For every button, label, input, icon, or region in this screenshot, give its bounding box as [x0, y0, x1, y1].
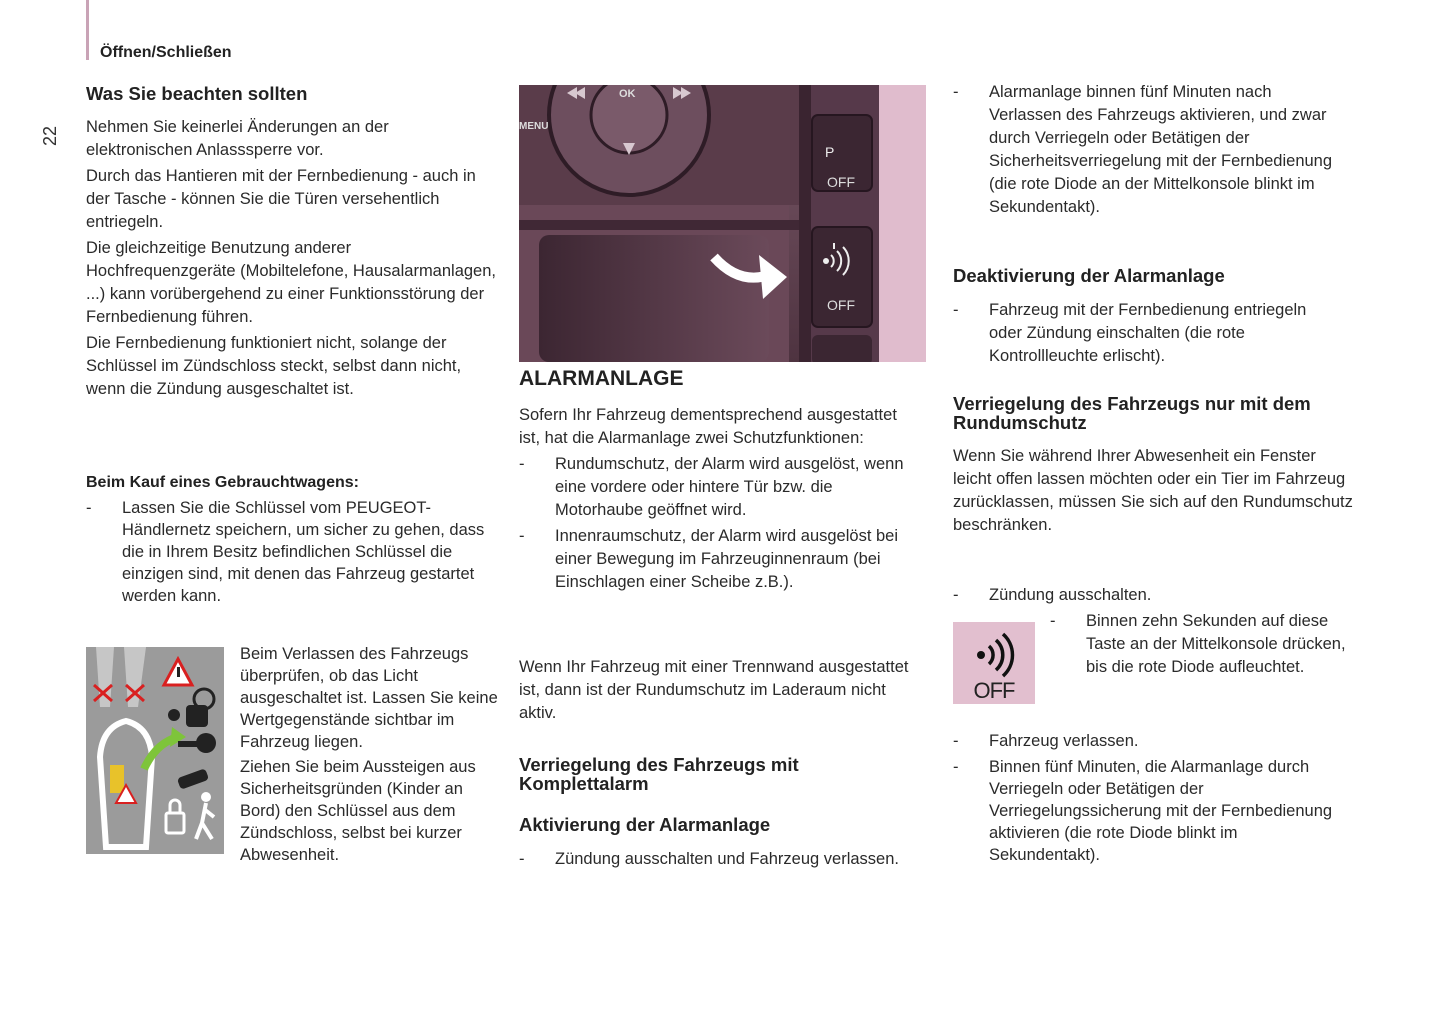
alarm-title-wrap: [519, 367, 683, 391]
deactivation-heading: Deaktivierung der Alarmanlage: [953, 265, 1225, 286]
alarm-off-label: OFF: [827, 297, 855, 313]
deactivation-heading-wrap: [953, 266, 1353, 286]
used-car-heading: Beim Kauf eines Gebrauchtwagens:: [86, 474, 359, 491]
steps-list-1: [953, 584, 1343, 607]
col1-heading-wrap: [86, 84, 491, 104]
svg-text:P: P: [825, 144, 835, 160]
col1-paragraphs: [86, 116, 496, 401]
activation-list: [519, 848, 929, 871]
ok-button-label: OK: [619, 88, 636, 100]
list-item: - Zündung ausschalten und Fahrzeug verlassen.: [519, 848, 929, 871]
list-item: - Zündung ausschalten.: [953, 584, 1343, 607]
paragraph: Die gleichzeitige Benutzung anderer Hochfrequenzgeräte (Mobiltelefone, Hausalarmanlagen, ...) kann vorübergehend zu einer Funktionsstörung der Fernbedienung führen.: [86, 239, 496, 326]
menu-button-label: MENU: [519, 121, 549, 132]
section-title: Öffnen/Schließen: [100, 44, 232, 61]
list-item: - Fahrzeug mit der Fernbedienung entriegeln oder Zündung einschalten (die rote Kontrollleuchte erlischt).: [953, 299, 1343, 368]
paragraph: Sofern Ihr Fahrzeug dementsprechend ausgestattet ist, hat die Alarmanlage zwei Schutzfunktionen:: [519, 406, 897, 447]
activation-heading: Aktivierung der Alarmanlage: [519, 814, 771, 835]
perimeter-heading-wrap: [953, 394, 1353, 432]
car-safety-pictogram: [86, 647, 224, 854]
col2-body: [519, 404, 919, 594]
list-item: - Lassen Sie die Schlüssel vom PEUGEOT-Händlernetz speichern, um sicher zu gehen, dass die in Ihrem Besitz befindlichen Schlüssel die einzigen sind, mit denen das Fahrzeug gestartet werden kann.: [86, 497, 486, 607]
list-item: - Binnen zehn Sekunden auf diese Taste an der Mittelkonsole drücken, bis die rote Diode aufleuchtet.: [1050, 610, 1350, 679]
perimeter-text: [953, 445, 1353, 537]
console-photo-image: [519, 85, 926, 362]
steps-list-2: [1050, 610, 1350, 679]
activation-heading-wrap: [519, 815, 919, 835]
lock-full-heading-wrap: [519, 755, 919, 793]
p-off-label: OFF: [827, 174, 855, 190]
used-car-list: [86, 497, 486, 607]
list-item: - Innenraumschutz, der Alarm wird ausgelöst bei einer Bewegung im Fahrzeuginnenraum (bei Einschlagen einer Scheibe z.B.).: [519, 525, 919, 594]
off-label: OFF: [973, 678, 1015, 703]
alarm-title: ALARMANLAGE: [519, 367, 684, 390]
header-accent-rule: [86, 0, 89, 60]
steps-list-3: [953, 730, 1343, 866]
alarm-off-button: [953, 622, 1035, 704]
paragraph: Die Fernbedienung funktioniert nicht, solange der Schlüssel im Zündschloss steckt, selbst dann nicht, wenn die Zündung ausgeschaltet ist.: [86, 334, 462, 398]
paragraph: Durch das Hantieren mit der Fernbedienung - auch in der Tasche - können Sie die Türen versehentlich entriegeln.: [86, 167, 476, 231]
partition-note: [519, 656, 919, 725]
paragraph: Wenn Sie während Ihrer Abwesenheit ein Fenster leicht offen lassen möchten oder ein Tier im Fahrzeug zurücklassen, müssen Sie sich auf den Rundumschutz beschränken.: [953, 447, 1353, 534]
lock-full-heading: Verriegelung des Fahrzeugs mit Komplettalarm: [519, 754, 799, 794]
paragraph: Beim Verlassen des Fahrzeugs überprüfen, ob das Licht ausgeschaltet ist. Lassen Sie keine Wertgegenstände sichtbar im Fahrzeug liegen.: [240, 645, 498, 751]
perimeter-heading: Verriegelung des Fahrzeugs nur mit dem Rundumschutz: [953, 393, 1311, 433]
activation-list-cont: [953, 81, 1343, 219]
leaving-text: [240, 643, 498, 866]
car-pictogram-icon: [86, 647, 224, 854]
console-photo: [519, 85, 926, 362]
list-item: - Alarmanlage binnen fünf Minuten nach Verlassen des Fahrzeugs aktivieren, und zwar durch Verriegeln oder Betätigen der Sicherheitsverriegelung mit der Fernbedienung (die rote Diode an der Mittelkonsole blinkt im Sekundentakt).: [953, 81, 1343, 219]
list-item: - Binnen fünf Minuten, die Alarmanlage durch Verriegeln oder Betätigen der Verriegelungssicherung mit der Fernbedienung aktivieren (die rote Diode blinkt im Sekundentakt).: [953, 756, 1343, 866]
paragraph: Ziehen Sie beim Aussteigen aus Sicherheitsgründen (Kinder an Bord) den Schlüssel aus dem Zündschloss, selbst bei kurzer Abwesenheit.: [240, 758, 476, 864]
page-number: [40, 116, 61, 146]
paragraph: Wenn Ihr Fahrzeug mit einer Trennwand ausgestattet ist, dann ist der Rundumschutz im Laderaum nicht aktiv.: [519, 658, 909, 722]
paragraph: Nehmen Sie keinerlei Änderungen an der elektronischen Anlasssperre vor.: [86, 118, 389, 159]
deactivation-list: [953, 299, 1343, 368]
list-item: - Fahrzeug verlassen.: [953, 730, 1343, 753]
heading-notes: Was Sie beachten sollten: [86, 83, 308, 104]
page-number-text: 22: [40, 125, 60, 146]
list-item: - Rundumschutz, der Alarm wird ausgelöst, wenn eine vordere oder hintere Tür bzw. die Motorhaube geöffnet wird.: [519, 453, 919, 522]
